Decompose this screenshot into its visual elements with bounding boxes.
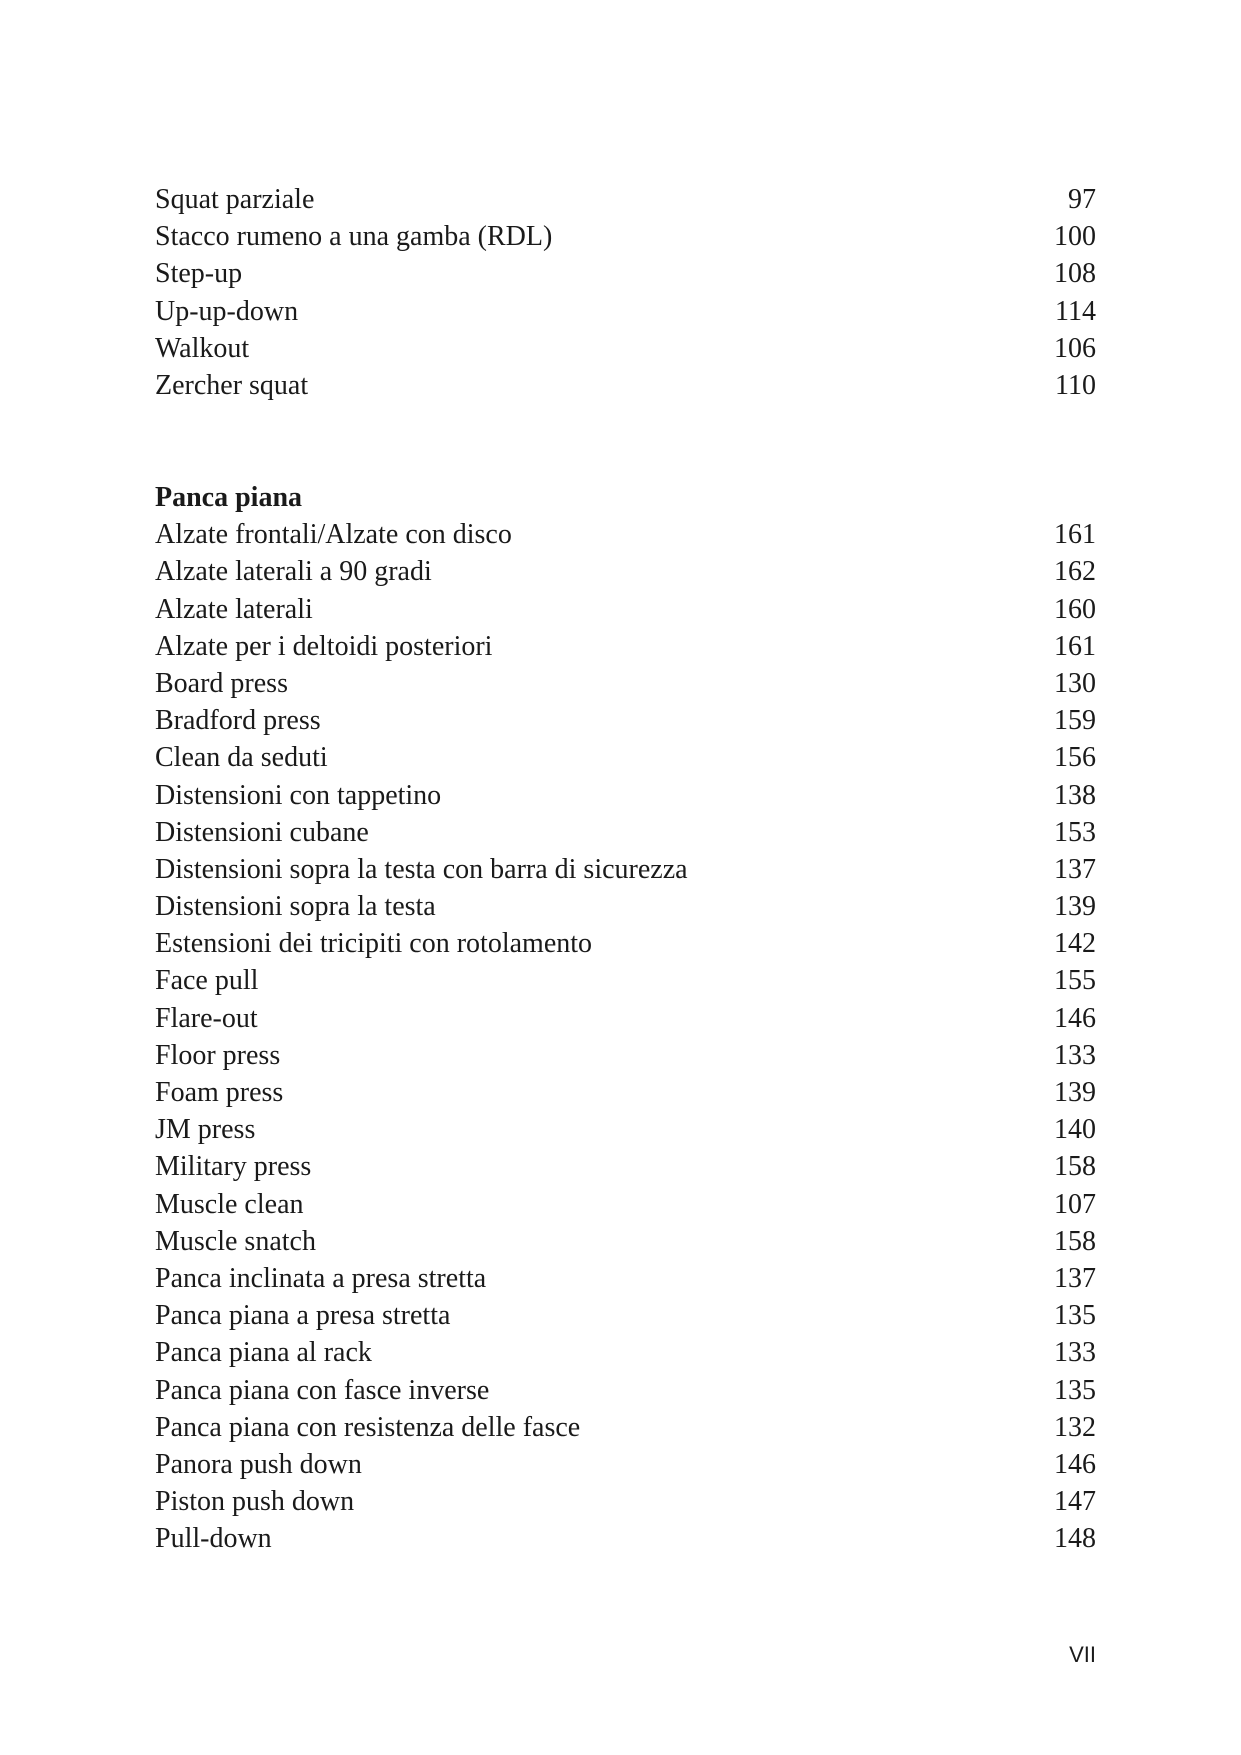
- entry-page-number: 137: [1054, 853, 1096, 885]
- entry-page-number: 148: [1054, 1523, 1096, 1555]
- entry-label: Board press: [155, 667, 288, 699]
- index-entry: [155, 1186, 1096, 1223]
- entry-page-number: 153: [1054, 816, 1096, 848]
- index-entry: [155, 1483, 1096, 1520]
- entry-page-number: 139: [1054, 1077, 1096, 1108]
- entry-label: Step-up: [155, 258, 243, 290]
- entry-label: Alzate laterali: [155, 593, 313, 625]
- entry-page-number: 147: [1054, 1486, 1096, 1518]
- index-section-panca-piana: [155, 479, 1096, 1557]
- entry-label: Panca piana con fasce inverse: [155, 1374, 490, 1406]
- index-entry: [155, 1148, 1096, 1185]
- entry-label: Distensioni con tappetino: [155, 779, 442, 811]
- entry-label: Walkout: [155, 332, 250, 364]
- entry-page-number: 161: [1054, 630, 1096, 662]
- entry-page-number: 142: [1054, 928, 1096, 960]
- entry-label: Alzate per i deltoidi posteriori: [155, 630, 493, 662]
- entry-label: Foam press: [155, 1077, 284, 1108]
- entry-label: Distensioni sopra la testa con barra di sicurezza: [155, 853, 688, 885]
- index-entry: [155, 814, 1096, 851]
- entry-page-number: 133: [1054, 1039, 1096, 1071]
- index-entry: [155, 628, 1096, 665]
- entry-page-number: 97: [1068, 184, 1096, 215]
- index-entry: [155, 962, 1096, 999]
- index-entry: [155, 925, 1096, 962]
- entry-page-number: 100: [1054, 221, 1096, 253]
- entry-label: Panca piana al rack: [155, 1337, 372, 1369]
- entry-page-number: 135: [1054, 1300, 1096, 1332]
- entry-page-number: 139: [1054, 891, 1096, 923]
- entry-page-number: 160: [1054, 593, 1096, 625]
- entry-page-number: 137: [1054, 1262, 1096, 1294]
- entry-label: Up-up-down: [155, 295, 299, 327]
- entry-page-number: 132: [1054, 1411, 1096, 1443]
- entry-label: Face pull: [155, 965, 259, 997]
- entry-label: Panca piana a presa stretta: [155, 1300, 451, 1332]
- entry-label: Floor press: [155, 1039, 281, 1071]
- section-heading: Panca piana: [155, 482, 303, 513]
- index-entry: [155, 367, 1096, 404]
- index-entry: [155, 1409, 1096, 1446]
- index-entry: [155, 1297, 1096, 1334]
- index-entry: [155, 1334, 1096, 1371]
- entry-page-number: 158: [1054, 1151, 1096, 1183]
- entry-page-number: 156: [1054, 742, 1096, 774]
- entry-label: Piston push down: [155, 1486, 355, 1518]
- entry-label: Alzate laterali a 90 gradi: [155, 556, 432, 588]
- entry-label: Alzate frontali/Alzate con disco: [155, 519, 512, 551]
- index-entry: [155, 1372, 1096, 1409]
- index-entry: [155, 1260, 1096, 1297]
- entry-page-number: 138: [1054, 779, 1096, 811]
- entry-page-number: 106: [1054, 332, 1096, 364]
- entry-label: Clean da seduti: [155, 742, 328, 774]
- index-entry: [155, 1111, 1096, 1148]
- entry-label: Military press: [155, 1151, 312, 1183]
- index-entry: [155, 1446, 1096, 1483]
- index-entry: [155, 665, 1096, 702]
- index-entry: [155, 1000, 1096, 1037]
- entry-label: Bradford press: [155, 705, 321, 737]
- index-entry: [155, 218, 1096, 255]
- entry-label: Panca piana con resistenza delle fasce: [155, 1411, 581, 1443]
- index-entry: [155, 330, 1096, 367]
- entry-page-number: 146: [1054, 1002, 1096, 1034]
- entry-label: Panca inclinata a presa stretta: [155, 1262, 487, 1294]
- entry-label: Zercher squat: [155, 369, 309, 401]
- entry-label: Muscle snatch: [155, 1225, 316, 1257]
- entry-page-number: 135: [1054, 1374, 1096, 1406]
- entry-page-number: 108: [1054, 258, 1096, 290]
- index-entry: [155, 293, 1096, 330]
- entry-label: Panora push down: [155, 1448, 362, 1480]
- entry-page-number: 155: [1054, 965, 1096, 997]
- page-folio: VII: [1069, 1642, 1096, 1667]
- index-entry: [155, 516, 1096, 553]
- index-entry: [155, 1074, 1096, 1111]
- entry-label: Estensioni dei tricipiti con rotolamento: [155, 928, 593, 960]
- index-entry: [155, 739, 1096, 776]
- index-entry: [155, 777, 1096, 814]
- index-entry: [155, 1037, 1096, 1074]
- index-entry: [155, 851, 1096, 888]
- index-entry: [155, 553, 1096, 590]
- entry-label: Flare-out: [155, 1002, 258, 1034]
- entry-page-number: 110: [1055, 369, 1096, 401]
- entry-label: Stacco rumeno a una gamba (RDL): [155, 221, 553, 253]
- entry-label: Distensioni cubane: [155, 816, 369, 848]
- entry-page-number: 133: [1054, 1337, 1096, 1369]
- index-entry: [155, 181, 1096, 218]
- entry-page-number: 140: [1054, 1114, 1096, 1146]
- index-list-continued: [155, 181, 1096, 404]
- index-entry: [155, 888, 1096, 925]
- entry-page-number: 158: [1054, 1225, 1096, 1257]
- entry-label: Squat parziale: [155, 184, 315, 215]
- entry-page-number: 162: [1054, 556, 1096, 588]
- index-entry: [155, 255, 1096, 292]
- index-entry: [155, 1223, 1096, 1260]
- entry-label: Distensioni sopra la testa: [155, 891, 436, 923]
- entry-page-number: 161: [1054, 519, 1096, 551]
- index-entry: [155, 702, 1096, 739]
- entry-page-number: 107: [1054, 1188, 1096, 1220]
- entry-label: Muscle clean: [155, 1188, 304, 1220]
- entry-page-number: 114: [1055, 295, 1096, 327]
- entry-page-number: 146: [1054, 1448, 1096, 1480]
- index-entry: [155, 1520, 1096, 1557]
- entry-label: JM press: [155, 1114, 256, 1146]
- entry-page-number: 130: [1054, 667, 1096, 699]
- entry-label: Pull-down: [155, 1523, 272, 1555]
- entry-page-number: 159: [1054, 705, 1096, 737]
- index-entry: [155, 591, 1096, 628]
